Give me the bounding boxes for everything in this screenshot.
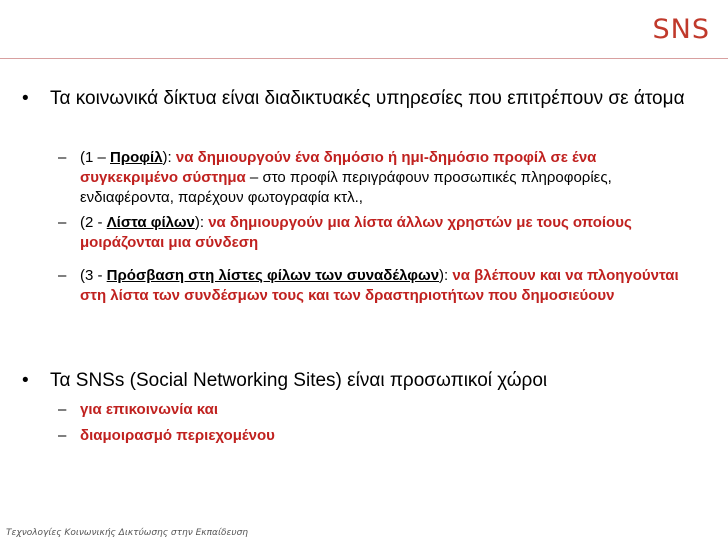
slide-footer: Τεχνολογίες Κοινωνικής Δικτύωσης στην Εκπαίδευση (6, 528, 248, 538)
dash-marker: – (58, 267, 67, 284)
sub-bullet-communication (58, 400, 698, 420)
highlight-text: να δημιουργούν μια λίστα άλλων χρηστών με τους οποίους μοιράζονται μια σύνδεση (80, 214, 632, 251)
bullet-social-networks (22, 88, 712, 110)
bullet-marker: • (22, 370, 29, 391)
sub-bullet-access-lists (58, 266, 698, 306)
sub-sep: ): (194, 214, 209, 231)
title-divider (0, 58, 728, 59)
highlight-text: να δημιουργούν ένα δημόσιο ή ημι-δημόσιο προφίλ σε ένα συγκεκριμένο σύστημα (80, 149, 597, 186)
sub-prefix: (1 – (80, 149, 111, 166)
bullet-sns-personal-spaces (22, 370, 712, 392)
sub-bullet-friends-list (58, 213, 698, 253)
dash-marker: – (58, 214, 67, 231)
sub-prefix: (3 - (80, 267, 107, 284)
sub-text: διαμοιρασμό περιεχομένου (80, 427, 275, 444)
sub-sep: ): (439, 267, 453, 284)
bullet-text: Τα κοινωνικά δίκτυα είναι διαδικτυακές υπηρεσίες που επιτρέπουν σε άτομα (50, 88, 685, 109)
slide-title: SNS (652, 14, 710, 45)
highlight-text: να βλέπουν και να πλοηγούνται στη λίστα των συνδέσμων τους και των δραστηριοτήτων που δημοσιεύουν (80, 267, 679, 304)
sub-sep: ): (162, 149, 176, 166)
keyword-friends-list: Λίστα φίλων (106, 214, 195, 231)
bullet-text: Τα SNSs (Social Networking Sites) είναι προσωπικοί χώροι (50, 370, 548, 391)
keyword-access-lists: Πρόσβαση στη λίστες φίλων των συναδέλφων (106, 267, 440, 284)
keyword-profile: Προφίλ (110, 149, 163, 166)
dash-marker: – (58, 149, 67, 166)
rest-text: – στο προφίλ περιγράφουν προσωπικές πληροφορίες, ενδιαφέροντα, παρέχουν φωτογραφία κτλ., (80, 169, 612, 206)
dash-marker: – (58, 427, 67, 444)
dash-marker: – (58, 401, 67, 418)
sub-text: για επικοινωνία και (80, 401, 219, 418)
sub-prefix: (2 - (80, 214, 107, 231)
sub-bullet-content-sharing (58, 426, 698, 446)
sub-bullet-profile (58, 148, 698, 208)
bullet-marker: • (22, 88, 29, 109)
